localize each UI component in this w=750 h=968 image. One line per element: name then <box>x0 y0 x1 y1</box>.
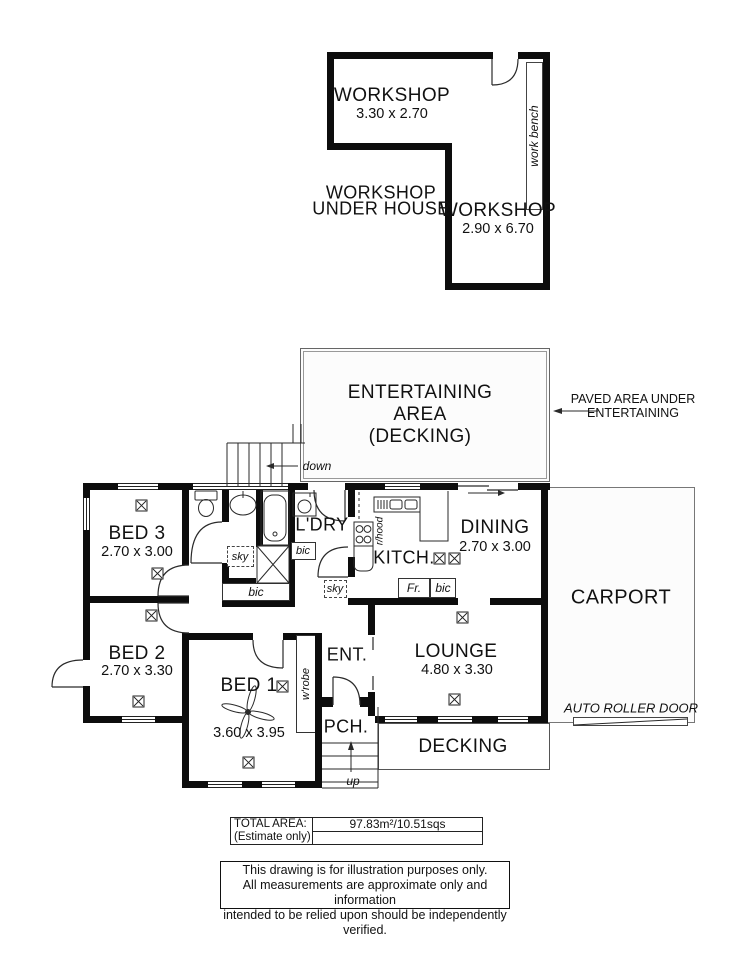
window <box>118 483 158 490</box>
ceiling-light-icon <box>136 500 147 511</box>
auto-roller-door-label: AUTO ROLLER DOOR <box>563 700 699 716</box>
door-arc <box>158 603 189 633</box>
down-label: down <box>302 459 332 473</box>
sky-label: sky <box>326 583 344 595</box>
cooktop <box>354 522 373 546</box>
bic-label: bic <box>435 581 451 595</box>
ceiling-light-icon <box>434 553 445 564</box>
bathtub <box>261 491 289 545</box>
total-area-value: 97.83m²/10.51sqs <box>313 818 482 832</box>
wall <box>490 598 548 605</box>
decking-name: DECKING <box>418 736 508 757</box>
workshop-lower-name: WORKSHOP <box>439 200 557 221</box>
lounge-dims: 4.80 x 3.30 <box>421 662 493 678</box>
wall <box>189 633 253 640</box>
total-area-label: TOTAL AREA: <box>234 818 307 830</box>
window <box>193 483 288 490</box>
work-bench-label: work bench <box>527 105 541 167</box>
wall <box>83 530 90 596</box>
ceiling-light-icon <box>146 610 157 621</box>
window <box>498 716 528 723</box>
wall <box>288 483 308 490</box>
toilet <box>195 491 217 517</box>
wall <box>528 716 548 723</box>
dining-name: DINING <box>460 517 530 538</box>
total-area-table <box>230 817 483 845</box>
bed3-dims: 2.70 x 3.00 <box>101 544 173 560</box>
window <box>208 781 242 788</box>
workshop-under-house-line2: UNDER HOUSE <box>312 198 450 219</box>
up-label: up <box>346 774 360 788</box>
wall <box>83 483 90 498</box>
stairs <box>227 424 305 487</box>
entertaining-line3: (DECKING) <box>368 426 472 447</box>
vanity-basin <box>230 491 256 515</box>
wall <box>222 600 295 607</box>
wall <box>368 605 375 635</box>
entertaining-line2: AREA <box>393 404 447 425</box>
wall <box>472 716 498 723</box>
total-area-label-cell <box>231 818 313 844</box>
ceiling-light-icon <box>457 612 468 623</box>
door-arc <box>253 640 283 668</box>
dining-dims: 2.70 x 3.00 <box>459 539 531 555</box>
bed1-name: BED 1 <box>220 675 278 696</box>
disclaimer-line2: All measurements are approximate only and information <box>242 878 488 907</box>
wall <box>182 633 189 788</box>
lounge-name: LOUNGE <box>414 641 498 662</box>
wall <box>445 283 550 290</box>
wall <box>360 697 375 707</box>
workshop-upper-name: WORKSHOP <box>333 85 451 106</box>
wall <box>543 52 550 290</box>
entertaining-line1: ENTERTAINING <box>347 382 493 403</box>
carport-name: CARPORT <box>570 586 672 609</box>
wall <box>348 557 355 577</box>
bed3-name: BED 3 <box>108 523 166 544</box>
window <box>83 498 90 530</box>
up-arrow <box>348 741 354 772</box>
wall <box>348 598 458 605</box>
wall <box>242 781 262 788</box>
ceiling-light-icon <box>243 757 254 768</box>
workshop-under-house-line1: WORKSHOP <box>325 182 437 203</box>
door-arc <box>191 522 222 563</box>
wall <box>315 633 322 788</box>
wall <box>182 490 189 565</box>
wardrobe-label: w'robe <box>300 667 312 701</box>
ceiling-light-icon <box>449 694 460 705</box>
window <box>262 781 295 788</box>
wall <box>83 716 122 723</box>
paved-note-line1: PAVED AREA UNDER <box>570 392 696 406</box>
workshop-upper-dims: 3.30 x 2.70 <box>356 106 428 122</box>
kitchen-name: KITCH. <box>373 547 435 568</box>
shower <box>257 546 289 583</box>
sky-label: sky <box>231 551 249 563</box>
bic-label: bic <box>295 545 311 557</box>
door-arc <box>52 660 83 687</box>
entry-name: ENT. <box>326 644 368 665</box>
paved-note-line2: ENTERTAINING <box>587 406 679 420</box>
wall <box>83 603 90 660</box>
wall <box>327 52 493 59</box>
estimate-label: (Estimate only) <box>234 831 311 843</box>
wall <box>83 596 189 603</box>
wall <box>158 483 193 490</box>
ceiling-light-icon <box>152 568 163 579</box>
wall <box>327 143 445 150</box>
bed1-dims: 3.60 x 3.95 <box>213 725 285 741</box>
wall <box>256 490 263 547</box>
kitchen-sink <box>374 497 420 512</box>
wall <box>417 716 438 723</box>
wall <box>348 490 355 517</box>
disclaimer-line1: This drawing is for illustration purposes only. <box>242 863 488 877</box>
door-arc <box>333 677 360 705</box>
disclaimer-line3: intended to be relied upon should be independently verified. <box>223 908 507 937</box>
bic-label: bic <box>248 585 264 599</box>
door-arc <box>492 59 518 85</box>
window <box>438 716 472 723</box>
window <box>122 716 155 723</box>
window <box>385 716 417 723</box>
laundry-trough <box>293 493 316 516</box>
workshop-lower-dims: 2.90 x 6.70 <box>462 221 534 237</box>
down-arrow <box>266 463 298 469</box>
disclaimer-box <box>220 861 510 937</box>
door-arc <box>158 565 189 596</box>
total-area-value-cell <box>313 818 482 844</box>
wall <box>222 490 229 522</box>
wall <box>345 483 385 490</box>
wall <box>420 483 458 490</box>
porch-name: PCH. <box>323 716 369 737</box>
window <box>385 483 420 490</box>
bed2-name: BED 2 <box>108 643 166 664</box>
door-arc <box>318 547 348 577</box>
ceiling-light-icon <box>277 681 288 692</box>
sliding-door <box>458 486 518 496</box>
rangehood-label: r/hood <box>374 516 386 546</box>
wall <box>322 697 333 707</box>
wall <box>541 487 548 716</box>
roller-door-symbol <box>573 717 688 726</box>
wall <box>375 716 385 723</box>
laundry-name: L'DRY <box>295 514 349 535</box>
ceiling-light-icon <box>133 696 144 707</box>
bed2-dims: 2.70 x 3.30 <box>101 663 173 679</box>
fridge-label: Fr. <box>406 581 422 595</box>
wall <box>182 596 189 603</box>
